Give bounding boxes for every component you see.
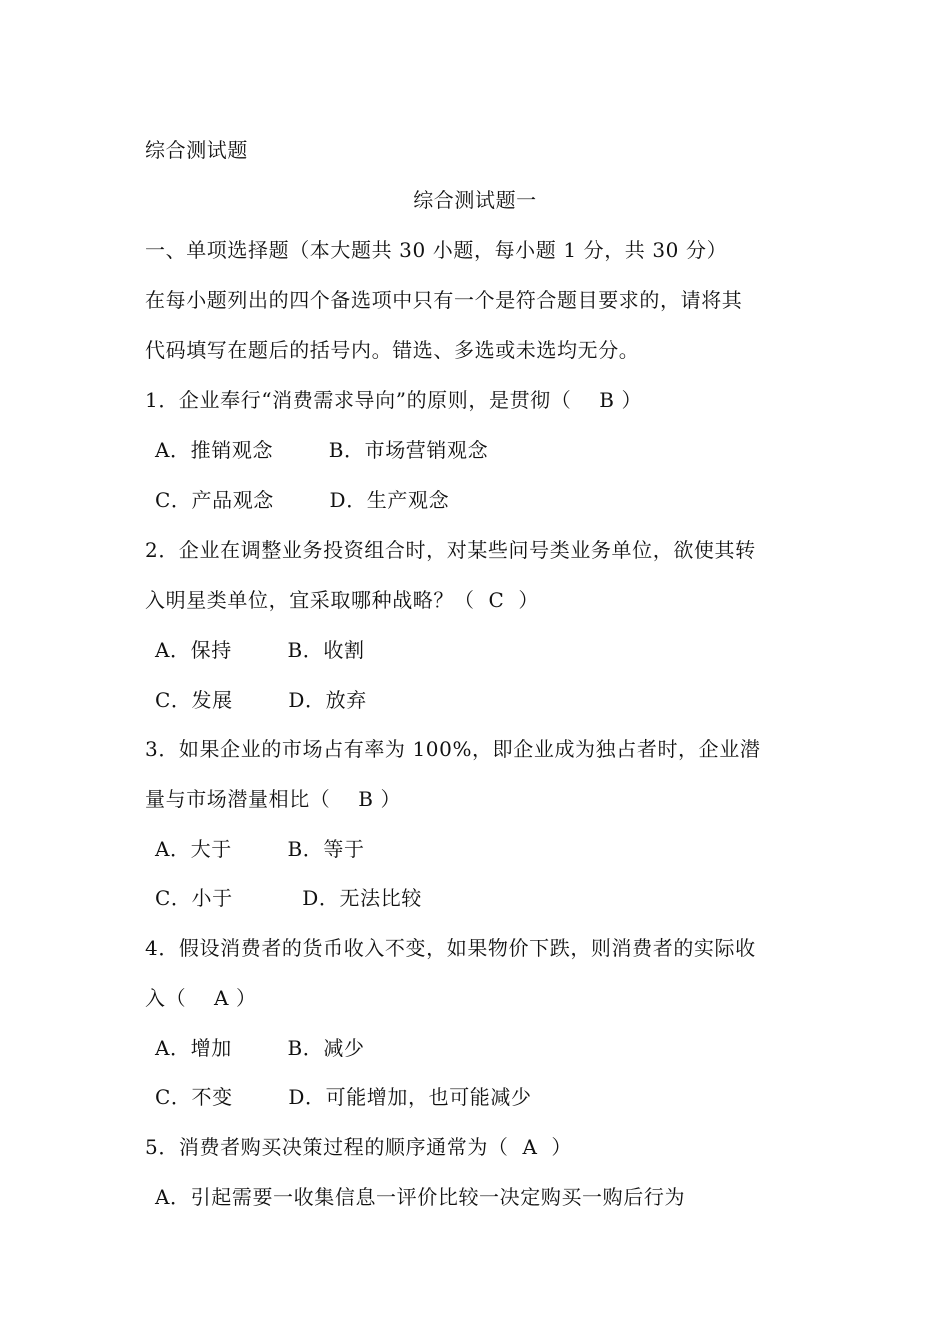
question-4-stem-line-1: 4．假设消费者的货币收入不变，如果物价下跌，则消费者的实际收 bbox=[145, 936, 756, 960]
question-3-stem-line-1: 3．如果企业的市场占有率为 100%，即企业成为独占者时，企业潜 bbox=[145, 737, 761, 761]
question-3-options-ab: A．大于 B．等于 bbox=[155, 837, 365, 861]
question-1-stem: 1．企业奉行“消费需求导向”的原则，是贯彻（ B ） bbox=[145, 388, 643, 412]
document-title: 综合测试题一 bbox=[413, 188, 537, 212]
question-4-stem-line-2: 入（ A ） bbox=[145, 986, 257, 1010]
document-header: 综合测试题 bbox=[145, 138, 248, 162]
question-2-options-cd: C．发展 D．放弃 bbox=[155, 688, 367, 712]
question-5-option-a: A．引起需要一收集信息一评价比较一决定购买一购后行为 bbox=[155, 1185, 686, 1209]
question-2-stem-line-1: 2．企业在调整业务投资组合时，对某些问号类业务单位，欲使其转 bbox=[145, 538, 756, 562]
question-3-stem-line-2: 量与市场潜量相比（ B ） bbox=[145, 787, 402, 811]
question-1-options-ab: A．推销观念 B．市场营销观念 bbox=[155, 438, 489, 462]
question-1-options-cd: C．产品观念 D．生产观念 bbox=[155, 488, 450, 512]
question-5-stem: 5．消费者购买决策过程的顺序通常为（ A ） bbox=[145, 1135, 572, 1159]
question-2-options-ab: A．保持 B．收割 bbox=[155, 638, 365, 662]
question-3-options-cd: C．小于 D．无法比较 bbox=[155, 886, 422, 910]
question-4-options-ab: A．增加 B．减少 bbox=[155, 1036, 365, 1060]
section-heading: 一、单项选择题（本大题共 30 小题，每小题 1 分，共 30 分） bbox=[145, 238, 728, 262]
instruction-line-2: 代码填写在题后的括号内。错选、多选或未选均无分。 bbox=[145, 338, 640, 362]
instruction-line-1: 在每小题列出的四个备选项中只有一个是符合题目要求的，请将其 bbox=[145, 288, 743, 312]
question-2-stem-line-2: 入明星类单位，宜采取哪种战略？（ C ） bbox=[145, 588, 539, 612]
question-4-options-cd: C．不变 D．可能增加，也可能减少 bbox=[155, 1085, 532, 1109]
